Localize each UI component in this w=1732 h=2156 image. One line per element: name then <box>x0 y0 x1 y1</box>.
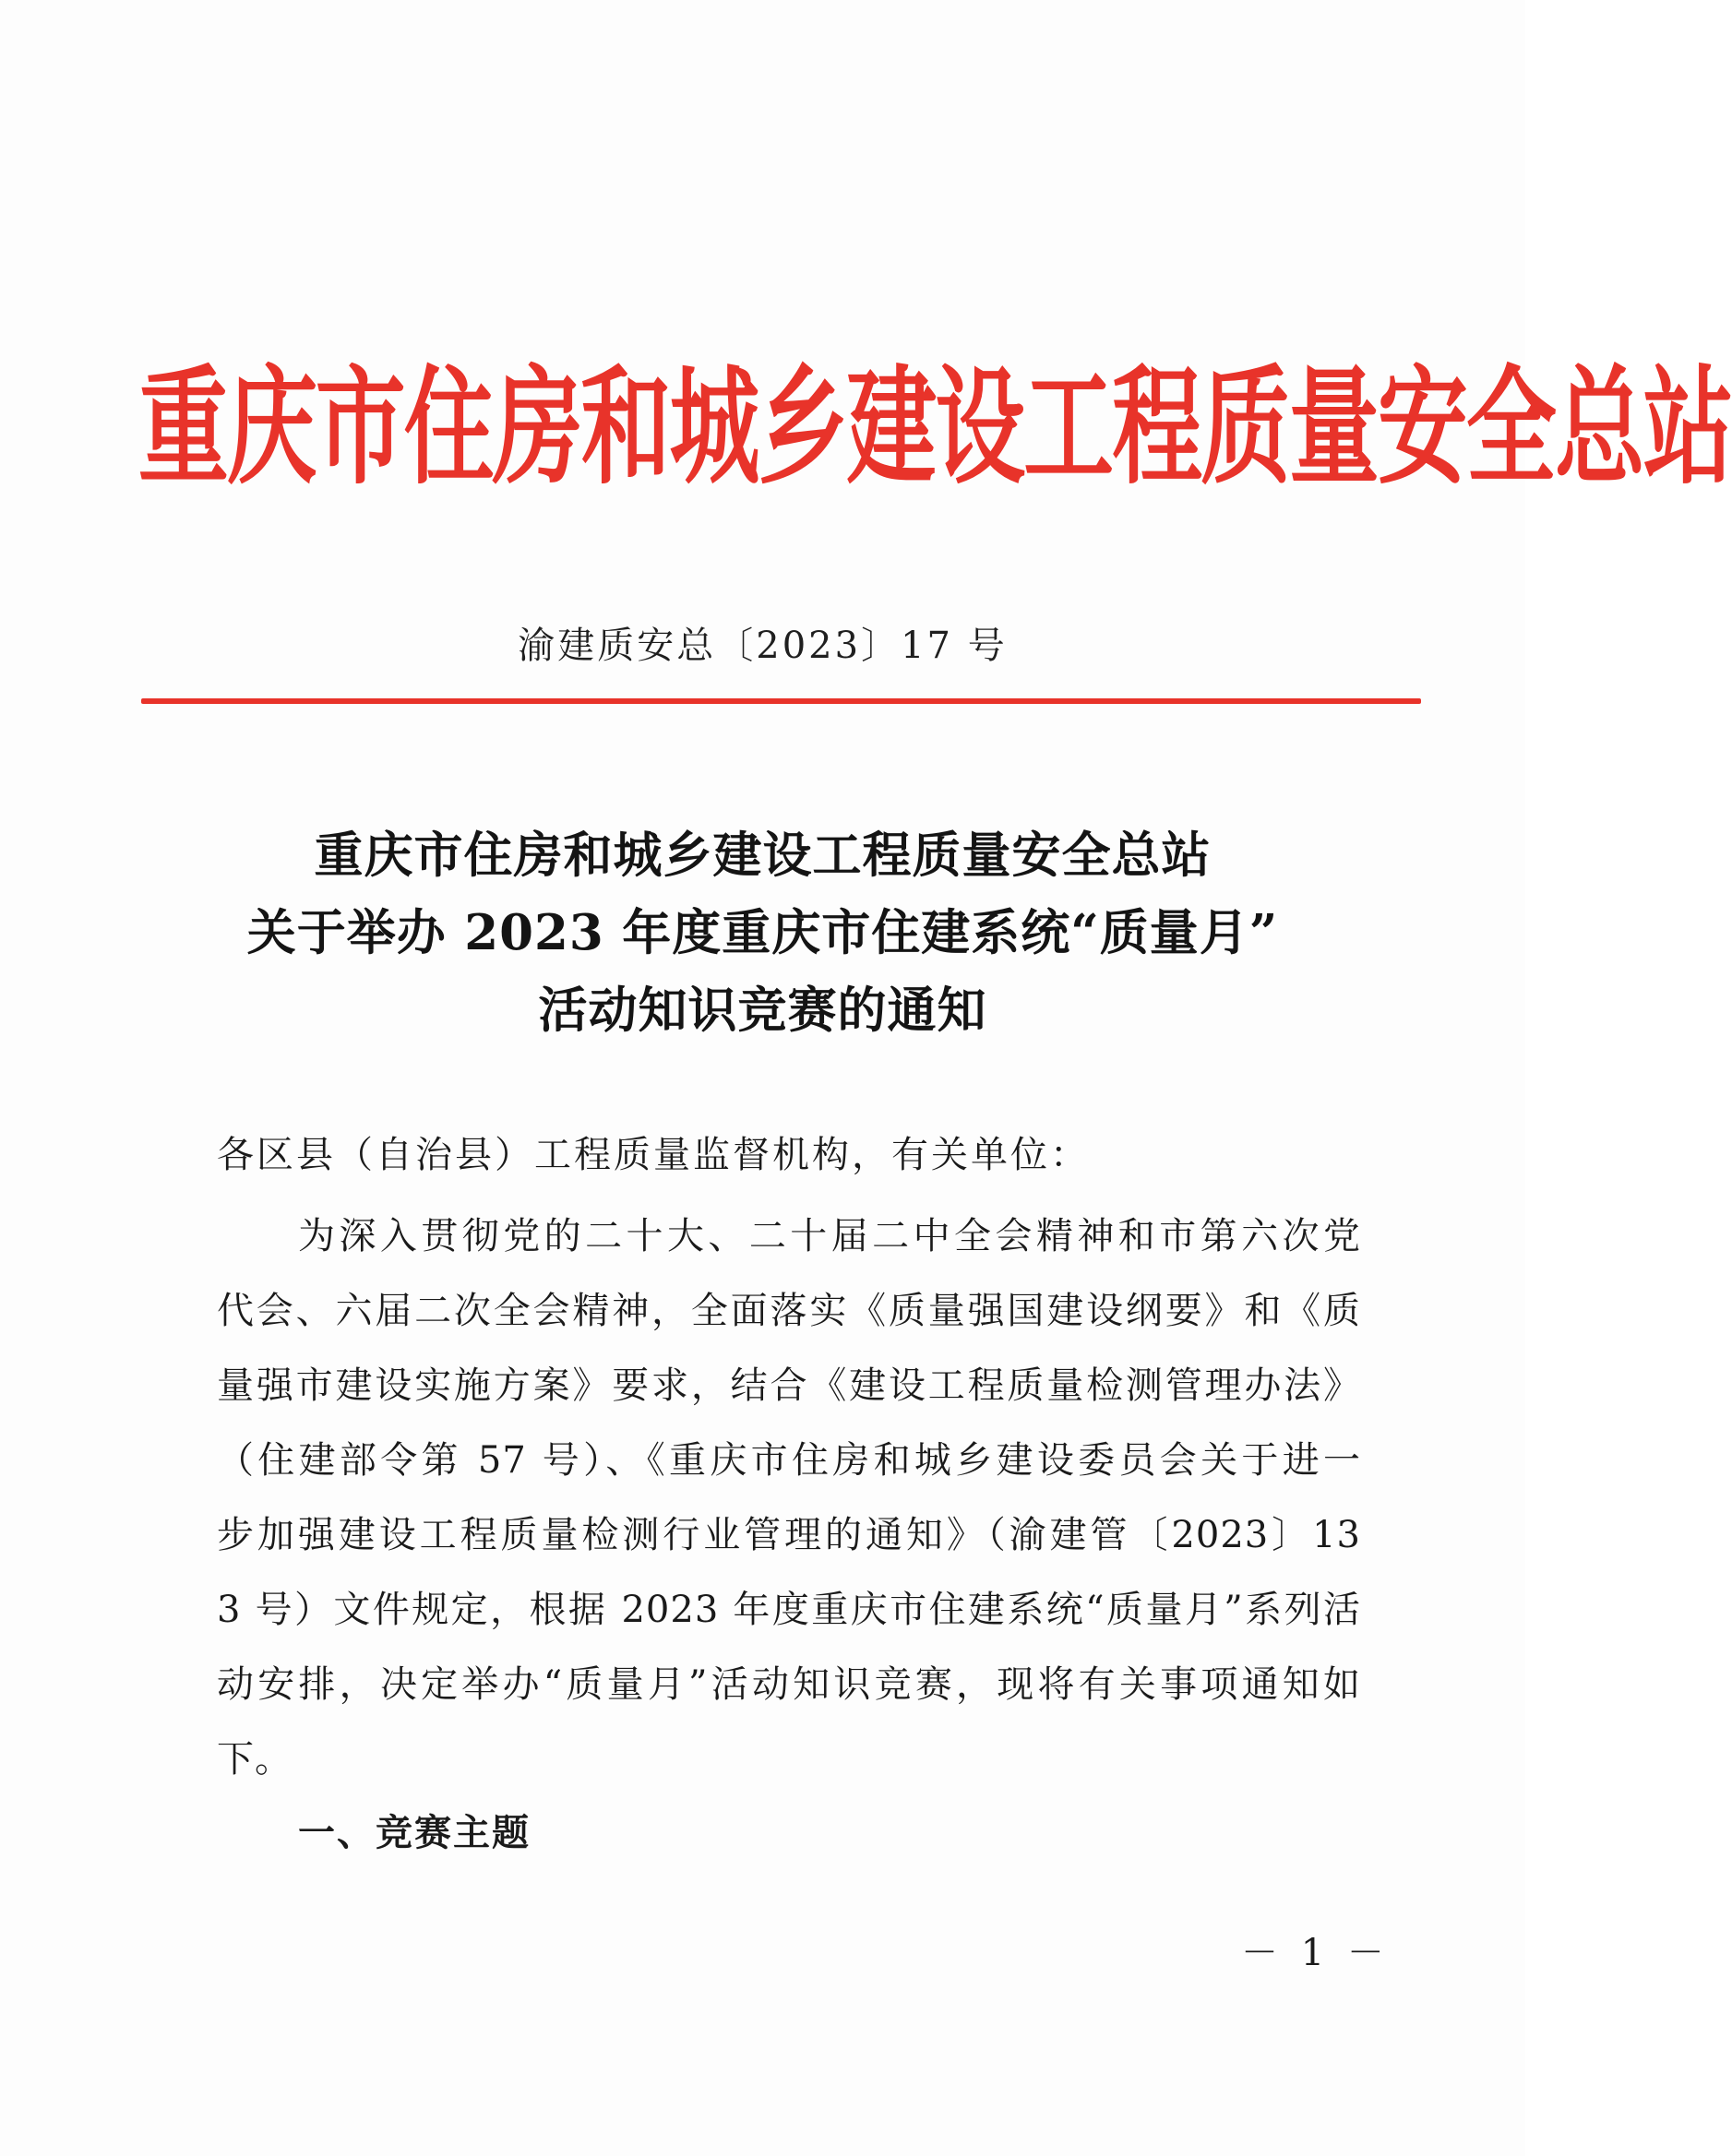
title-line-1: 重庆市住房和城乡建设工程质量安全总站 <box>314 827 1212 884</box>
paragraph-line: 动安排，决定举办“质量月”活动知识竞赛，现将有关事项通知如 <box>217 1663 1361 1706</box>
section-heading-1: 一、竞赛主题 <box>298 1812 531 1854</box>
title-line-2: 关于举办 2023 年度重庆市住建系统“质量月” <box>246 904 1279 961</box>
paragraph-line: 量强市建设实施方案》要求，结合《建设工程质量检测管理办法》 <box>217 1364 1361 1407</box>
paragraph-line: 步加强建设工程质量检测行业管理的通知》（渝建管〔2023〕13 <box>217 1514 1361 1556</box>
paragraph-line: 代会、六届二次全会精神，全面落实《质量强国建设纲要》和《质 <box>217 1290 1361 1332</box>
title-line-3: 活动知识竞赛的通知 <box>538 982 987 1039</box>
red-divider-line <box>141 698 1421 704</box>
document-title <box>0 816 1525 1049</box>
document-number: 渝建质安总〔2023〕17 号 <box>518 625 1008 667</box>
addressee-line: 各区县（自治县）工程质量监督机构，有关单位： <box>217 1134 1090 1176</box>
paragraph-line: 为深入贯彻党的二十大、二十届二中全会精神和市第六次党 <box>298 1215 1361 1257</box>
body-paragraph <box>217 1199 1361 1797</box>
letterhead-org-name: 重庆市住房和城乡建设工程质量安全总站 <box>138 354 1732 503</box>
paragraph-line: 3 号）文件规定，根据 2023 年度重庆市住建系统“质量月”系列活 <box>217 1589 1361 1631</box>
paragraph-line: （住建部令第 57 号）、《重庆市住房和城乡建设委员会关于进一 <box>217 1439 1361 1482</box>
page-number: － 1 － <box>1241 1932 1390 1974</box>
paragraph-line: 下。 <box>217 1738 293 1781</box>
